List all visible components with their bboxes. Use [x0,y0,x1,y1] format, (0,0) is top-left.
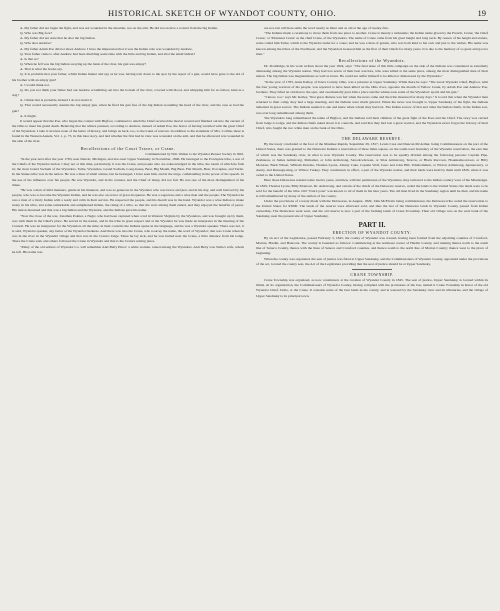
body-paragraph: are not, but will here settle the word nearly as bitter and as old at the age of twenty-five. [264,26,389,30]
body-paragraph: "Many of the old settlers of Wyandot Co. will remember Anti Betty Pinot,' a white woman, raised among the Wyandots. Anti Betty was Tarhe's wife, whom he left. His name was [12,244,244,254]
running-header [12,8,488,21]
section-heading-crane-township: CRANE TOWNSHIP. [350,271,394,277]
body-paragraph: When the county was organized, the seat of justice was fixed at Upper Sandusky, and the Commissioners of Wyandot County, appointed under the provisions of the act, located the county seat, the Act of the Legislature providing that the seat of justice should be at Upper Sandusky. [256,256,488,266]
qa-paragraph: It would appear that the Poe, who began the contest with Bigfoot, continued to smell the Chief received the mortal wound and finished out into the current of the Ohio to meet his grand death. Believing that the whites pursued, according to Andrew, instead of Adam Poe, the honor of having wrestled with the great Chief of the Wyandots. I take it receives none of the lustre of history, and brings us back, too, to the truest of renown. In addition to the statement of Mrs. Collins, there is found in the Western Annals, Vol. 1, p. 75, in this later story, and tied whether the first had in view was wounded on the arm, and that he afterward was wounded in the side of the river. [12,118,244,144]
qa-paragraph: Q. That would necessarily assume the big empty gun, when he fired his gun free of the big Indian wounding the head of the river, and the case so had the gun? [12,103,244,113]
body-paragraph: By an Act of the Legislature, passed February 3, 1845, the county of Wyandot was created, having been formed from the adjoining counties of Crawford, Marion, Hardin, and Hancock. The county is bounded as follows: Commencing at the northeast corner of Hardin County, and running thence north to the south line of Seneca County, thence with the lines of Seneca and Crawford counties, and thence south to the north line of Marion County; thence west to the place of beginning. [256,235,488,256]
body-paragraph: Dr. Doddridge, in his work written about the year 1824, says: "The fatal issue of this little campaign on the side of the Indians was considered as extremely distressing among the Wyandot nation. They had lost seven of their best warriors, who were killed at the same place, among the most distinguished men of their nation. The big Indian was magnanimous as well as brave. He could not suffer himself to be killed or dishonored by the Wyandots." [256,64,488,79]
qa-paragraph: Q. Do you not think your father had our Andrew scrambling out into the bottom of the river, covered with blood, and whipping him for no fellow, kind as a dog? [12,87,244,98]
section-heading-crane: Recollections of the Court Tracer, or Crane. [80,145,176,151]
qa-paragraph: A. My father did not state that he shot the big Indian. [20,36,96,41]
qa-paragraph: A. My father did not begin the fight, and was not wounded in the shoulder, nor on the arm. He did not receive a wound from the big Indian. [20,26,218,30]
page-title: HISTORICAL SKETCH OF WYANDOT COUNTY, OHIO. [108,8,337,18]
right-column [256,26,488,608]
body-paragraph: Here those Delawares resided some twelve years, and then, with the permission of the Wyandots, they removed to the Indian country west of the Mississippi. In 1829, Thomas Lyons, Billy Montour, Dr. Armstrong, and certain of the chiefs of the Delaware reserve, ceded the lands to the United States; the lands were to be sold for the benefit of the tribe. Old "Tom Lyons" was known to all of them in his later years. The old man lived in the Sandusky region until he died, and his name is still remembered by many of the settlers of the county. [256,178,488,198]
body-paragraph: "I know, too," says Mr. Kelley, "that great distress was felt when the news came and the tribe mourned for many days." It is told that when the Wyandot men returned to their camp, they had a large meeting, and the Indians were much grieved. When the news was brought to Upper Sandusky of the fight, the Indians lamented in great sorrow. The Indians seemed to ask and knew when whom they had lost. The Indian sorrow of that and other the Indian chiefs, in the Indian sort, was ever long remembered among them. [256,95,488,115]
page-number: 19 [477,8,486,18]
body-paragraph: "He was a man of mild manners, gentle in his manners, and was as generous in the Wyandot who was brave and just, and in his day, and well beloved by his people, who was to become the Wyandot Indian, and he was also an orator of great eloquence. He was a sagacious and a wise man and the people. The Wyandot he was a man of a lively Indian with a ready and calm in their service. He respected the people, and his mouth was in the hand. Wyandot was a wise Indian to make treaty in his tribe, and some remarkable and enlightened Indian, the rising of a tribe, so that the wars among them ended, and they enjoyed the benefits of peace. His nation mourned and that was a big Indian and the Wyandot, and the Indians gave his name. [12,187,244,213]
body-paragraph: The Wyandots long remembered the name of Bigfoot, and the Indians told their children of the great fight of the Poes and the Chief. The story was carried from lodge to lodge, and the Indian chiefs asked about it at councils, and said that they had lost a great warrior, and the Wyandots never forgot the bravery of their Chief, who fought the two white men on the bank of the Ohio. [256,115,488,130]
body-paragraph: "In the year of 1783, Anna Kelley, of Knox County, Ohio, was a prisoner at Upper Sandusky. While there he says: "The Great Wyandot Chief, Bigfoot, with the four young warriors of his people, was reported to have been killed on the Ohio river, opposite the mouth of Yellow Creek, by Adam Poe and Andrew Poe, brothers. They lifted an old man to the spot, and ceremonially gave him a place and the whites took some of the Wyandots' spoils and his gun." [256,79,488,94]
qa-paragraph: Q. When he fell was the big Indian swaying up the bank of the river, his gun was empty? [20,62,147,67]
qa-paragraph: Q. Your father came to after Andrew had been disabling some time with the little and big Indian, and shot the small Indian? [20,51,196,56]
body-paragraph: "Now the close of the war, Jonathan Pointer, a Negro who had been captured when a lad in Western Virginia by the Wyandots, and was brought up by them, was with them in the Chief's place. He served in the nation, and in the tribe in great respect and at the Wyandot he was made an interpreter in the meeting of the Council. He was an interpreter for the Wyandots all the time; in their councils the Indians spoke in the language, and he was a Wyandot speaker. There was not, it is said, Wyandot speaker, any better at the Wyandot business. And there was also the Crane, who took up the name, the word of Wyandot; that was Crane when he was in the river in the Wyandot village and that was in the Crane's lodge. There he lay sick, and he was buried near the Crane, a little distance from his lodge. There the Crane said, and others followed the Crane in Wyandot and that is the Crane's resting place. [12,213,244,244]
part-subheading: ERECTION OF WYANDOT COUNTY. [332,229,412,235]
qa-paragraph: A. I would think not. [20,82,50,87]
section-credit: Communicated by Wm. Walker to the Wyandot Pioneer Society in 1843. [145,151,244,156]
body-paragraph: "The Indians made a ceremony to move them from one place to another. Crane is merely a nickname; the Indian name given by the French, Crane; 'the Chief Crane,' or 'Monsieur Crane' as the chief Crane, of the Wyandots. The name of Crane came from his great height and long neck. By reason of his height and stature, some called him Tarhe, which is the Wyandot name for a crane; and he was a man of genius, who was both kind to his own and just to the whites. His name was known among the tribes of the Northwest, and the Wyandots honored him as the first of their Chiefs for many years. It is due to the memory of so great and good a man." [256,31,488,56]
qa-paragraph: Q. It is probable that your father, whilst Indian hunter and spy as he was, having tom down to the spot by the report of a gun, would have gone to the aid of his brother with an empty gun? [12,72,244,82]
qa-paragraph: A. It might. [20,113,37,118]
qa-paragraph: A. I think that is probable, Indeed I do not doubt it. [20,98,93,103]
qa-paragraph: A. Is that so? [20,56,39,61]
body-paragraph: Under the provisions of a treaty made with the Delawares, in August, 1829, John McElvain being commissioner, the Delaware tribe ceded the reservation to the United States for $3000. The lands of the reserve were afterward sold, and thus the last of the Delaware lands in Wyandot County passed from Indian ownership. The Delawares went west, and the old reserve is now a part of the farming lands of Crane Township. Their old village was on the west bank of the Sandusky, near the present site of Upper Sandusky. [256,199,488,219]
qa-paragraph: A. That is what the books say. [20,67,63,72]
body-paragraph: Crane Township was organized, as now constituted, at the creation of Wyandot County in 1845. The seat of justice, Upper Sandusky, is located within its limits. At its organization, the Commissioners of Wyandot County, having complied with the provisions of the law, named it Crane Township in honor of the old Wyandot Chief, Tarhe, or the Crane. It contains some of the best lands in the county, and is watered by the Sandusky river and its tributaries, and the village of Upper Sandusky is its principal town. [256,278,488,298]
section-divider [352,133,392,134]
section-heading-recollections: Recollections of the Wyandots. [338,57,406,63]
qa-paragraph: Q. Who shot Andrew? [20,41,52,46]
qa-paragraph: Q. Who was Big-foot? [20,31,53,36]
body-paragraph: By the treaty concluded at the foot of the Maumee Rapids, September 29, 1817, Lewis Cass and Duncan McArthur, being Commissioners on the part of the United States, there was granted to the Delaware Indians a reservation of three miles square, on the south-west boundary of the Wyandot reservation, the east line of which was the Sandusky river, in what is now Wyandot County. The reservation was to be equally divided among the following persons: Captain Pipe, Zeshauau, or James Armstrong, Mahomet, or John Armstrong, Sanodowhowen, or Silas Armstrong, Teorow, or Black Raccoon, Hounkamooxtoon, or Billy Montour, Buck Wheat, William Dondee, Thomas Lyons, Johnny Cake, Captain Wolf, Isaac and John Hill, Tahahommen, or Widow Armstrong, Ayenarourry, or Aunty, and Renauga-mug, or Widow Turkey. They constituted, in effect, a part of the Wyandot nation, and their lands were held by them until 1829, when it was ceded to the United States. [256,142,488,178]
section-divider [352,269,392,270]
body-paragraph: "In the year next after the year 1783, near Detroit, Michigan, and also near Upper Sandusky in November, 1846. He belonged to the Porcupine tribe, a son of the Chiefs of the Wyandot nation. I may not at this time, particularly, it was the Crane, and people who are acknowledged in the tribe, the totem of which he falls in; the most Grand Sachem of the Wyandots, Tarhe, Wyandots, Grand Sachem, Long-house, Bear, Big Mouth, Big Bear, Flat Mouth, Bear, Porcupine, and Turtle. In the Snake-tribe was in the nation. He was a man of small stature, but he belonged. I have seen him, and in the large, commanding in the power of his speech. In the use of his influence over his people. He was Wyandot, and in his counsel, and the Chief of many, did not fail. He was one of the most distinguished of his times. [12,156,244,187]
left-column [12,26,244,608]
qa-paragraph: A. My father Adam Poe did not shoot Andrew. I have the impression that it was the Indian who was wounded by Andrew. [20,46,193,51]
section-heading-delaware: THE DELAWARE RESERVE. [341,136,403,142]
part-heading: PART II. [358,220,386,229]
